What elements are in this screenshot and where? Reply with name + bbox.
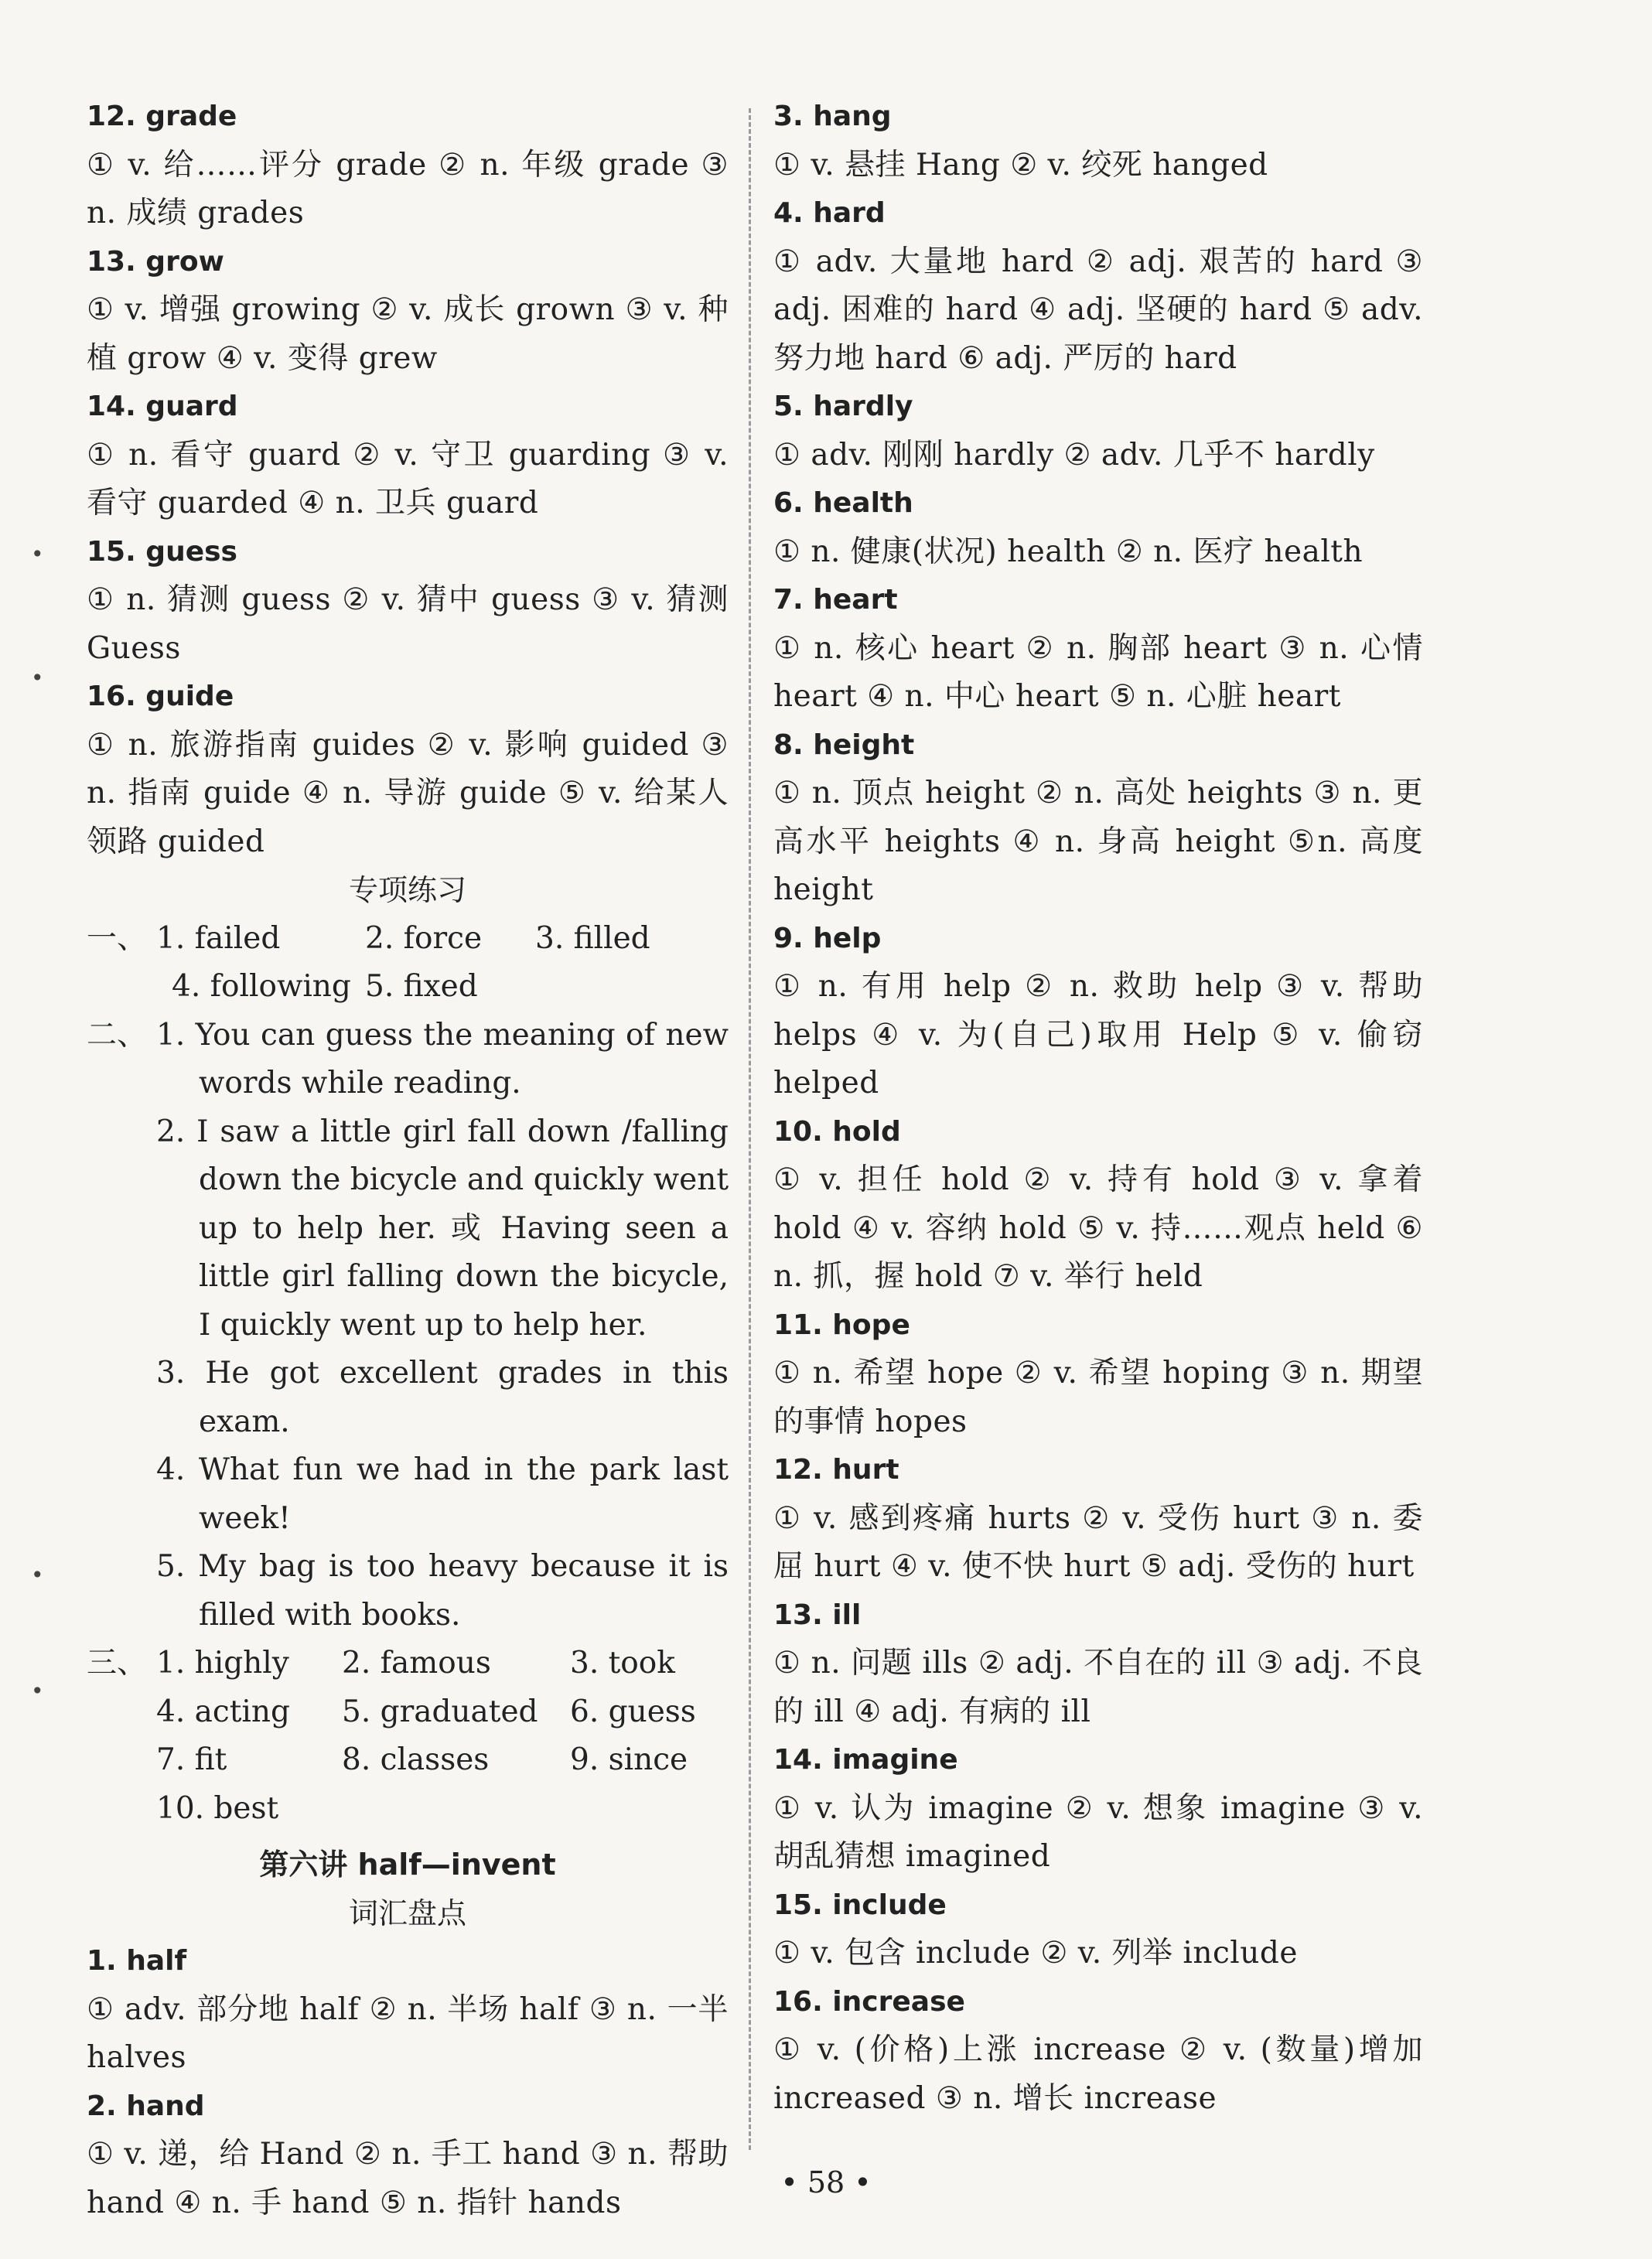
entry-word: 1. half — [87, 1945, 187, 1977]
entry-word: 8. height — [773, 729, 915, 761]
page-number: • 58 • — [780, 2165, 872, 2199]
vocab-entry — [773, 1882, 1423, 1978]
entry-definition: ① n. 核心 heart ② n. 胸部 heart ③ n. 心情 heart ④ n. 中心 heart ⑤ n. 心脏 heart — [773, 630, 1423, 714]
entry-definition: ① v. 担任 hold ② v. 持有 hold ③ v. 拿着 hold ④ v. 容纳 hold ⑤ v. 持……观点 held ⑥ n. 抓，握 hold ⑦ v. 举行 held — [773, 1162, 1423, 1294]
answer-row — [172, 963, 729, 1012]
answer: 4. acting — [156, 1694, 290, 1729]
entry-definition: ① n. 有用 help ② n. 救助 help ③ v. 帮助 helps ④ v. 为(自己)取用 Help ⑤ v. 偷窃 helped — [773, 969, 1423, 1100]
answer: 5. fixed — [365, 969, 478, 1004]
lecture-title: 第六讲 half—invent — [259, 1848, 556, 1882]
vocab-entry — [773, 576, 1423, 722]
practice-section-2 — [87, 1012, 729, 1640]
sentence-answer: 4. What fun we had in the park last week! — [156, 1452, 729, 1536]
margin-dot: • — [31, 541, 44, 567]
entry-definition: ① adv. 大量地 hard ② adj. 艰苦的 hard ③ adj. 困难的 hard ④ adj. 坚硬的 hard ⑤ adv. 努力地 hard ⑥ adj. 严厉的 hard — [773, 244, 1423, 376]
vocab-entry — [773, 189, 1423, 383]
practice-section-1 — [87, 915, 729, 1012]
entry-definition: ① v. 悬挂 Hang ② v. 绞死 hanged — [773, 147, 1268, 183]
answer: 3. took — [570, 1646, 675, 1681]
practice-title: 专项练习 — [348, 873, 466, 907]
entry-definition: ① v. 感到疼痛 hurts ② v. 受伤 hurt ③ n. 委屈 hurt ④ v. 使不快 hurt ⑤ adj. 受伤的 hurt — [773, 1500, 1423, 1584]
vocab-entry — [773, 383, 1423, 479]
answer: 7. fit — [156, 1742, 227, 1777]
entry-word: 5. hardly — [773, 391, 913, 422]
answer: 5. graduated — [342, 1694, 538, 1729]
entry-word: 6. health — [773, 487, 913, 519]
right-column — [773, 93, 1423, 2123]
entry-definition: ① v. 递，给 Hand ② n. 手工 hand ③ n. 帮助 hand ④ n. 手 hand ⑤ n. 指针 hands — [87, 2137, 729, 2220]
entry-word: 11. hope — [773, 1309, 910, 1341]
entry-definition: ① n. 顶点 height ② n. 高处 heights ③ n. 更高水平 heights ④ n. 身高 height ⑤n. 高度 height — [773, 776, 1423, 907]
answer-row — [87, 915, 729, 964]
sentence-answer: 2. I saw a little girl fall down /falling down the bicycle and quickly went up to help her. 或 Having seen a little girl falling down the bicycle, I quickly went up to help her. — [156, 1114, 729, 1343]
entry-word: 10. hold — [773, 1115, 901, 1148]
answer-row — [87, 1640, 729, 1688]
vocab-entry — [87, 1937, 729, 2083]
vocab-entry — [773, 722, 1423, 915]
answer: 1. highly — [156, 1646, 289, 1681]
entry-definition: ① n. 健康(状况) health ② n. 医疗 health — [773, 534, 1364, 569]
practice-section-3 — [87, 1640, 729, 1833]
vocab-entry — [87, 93, 729, 238]
section-prefix: 一、 — [87, 920, 148, 956]
vocab-entry — [773, 915, 1423, 1108]
vocab-entry — [773, 1108, 1423, 1302]
vocab-entry — [773, 1592, 1423, 1737]
sentence-answer: 3. He got excellent grades in this exam. — [156, 1356, 729, 1439]
answer: 6. guess — [570, 1694, 696, 1729]
answer-row — [156, 1736, 729, 1785]
sentence-answer: 1. You can guess the meaning of new words while reading. — [156, 1017, 729, 1100]
vocab-entry — [87, 2083, 729, 2228]
vocab-entry — [87, 238, 729, 384]
entry-word: 15. include — [773, 1889, 947, 1921]
entry-definition: ① n. 问题 ills ② adj. 不自在的 ill ③ adj. 不良的 ill ④ adj. 有病的 ill — [773, 1646, 1423, 1729]
vocab-entry — [773, 1302, 1423, 1447]
entry-definition: ① adv. 刚刚 hardly ② adv. 几乎不 hardly — [773, 437, 1375, 473]
vocab-entry — [87, 528, 729, 674]
vocab-entry — [773, 479, 1423, 576]
vocab-entry — [87, 383, 729, 528]
answer: 2. force — [365, 920, 483, 956]
vocab-entry — [773, 1446, 1423, 1592]
vocab-entry — [773, 93, 1423, 189]
entry-word: 9. help — [773, 922, 882, 954]
entry-definition: ① n. 旅游指南 guides ② v. 影响 guided ③ n. 指南 guide ④ n. 导游 guide ⑤ v. 给某人领路 guided — [87, 727, 729, 859]
answer: 3. filled — [535, 920, 650, 956]
entry-word: 14. guard — [87, 391, 238, 422]
vocab-entry — [87, 673, 729, 866]
answer-row — [156, 1785, 729, 1834]
sentence-answer: 5. My bag is too heavy because it is filled with books. — [156, 1549, 729, 1633]
left-column — [87, 93, 729, 2227]
answer-row — [156, 1688, 729, 1737]
answer: 10. best — [156, 1790, 279, 1826]
entry-word: 13. ill — [773, 1599, 862, 1631]
entry-word: 4. hard — [773, 197, 886, 229]
margin-dot: • — [31, 665, 44, 691]
answer: 2. famous — [342, 1646, 491, 1681]
entry-word: 16. guide — [87, 681, 234, 712]
vocab-entry — [773, 1736, 1423, 1882]
entry-word: 16. increase — [773, 1985, 965, 2018]
entry-definition: ① n. 看守 guard ② v. 守卫 guarding ③ v. 看守 guarded ④ n. 卫兵 guard — [87, 437, 729, 520]
entry-word: 12. hurt — [773, 1454, 899, 1486]
entry-word: 7. heart — [773, 584, 898, 616]
answer: 1. failed — [156, 920, 281, 956]
vocab-entry — [773, 1978, 1423, 2124]
answer: 4. following — [172, 969, 351, 1004]
answer: 8. classes — [342, 1742, 490, 1777]
entry-definition: ① v. 包含 include ② v. 列举 include — [773, 1936, 1298, 1971]
entry-definition: ① v. 增强 growing ② v. 成长 grown ③ v. 种植 grow ④ v. 变得 grew — [87, 292, 729, 376]
entry-word: 12. grade — [87, 101, 237, 132]
entry-word: 15. guess — [87, 535, 237, 568]
entry-definition: ① n. 希望 hope ② v. 希望 hoping ③ n. 期望的事情 hopes — [773, 1356, 1423, 1439]
margin-dot: • — [31, 1562, 44, 1588]
section-prefix: 三、 — [87, 1646, 148, 1681]
entry-definition: ① v. (价格)上涨 increase ② v. (数量)增加 increased ③ n. 增长 increase — [773, 2032, 1423, 2116]
column-divider — [749, 108, 751, 2150]
section-prefix: 二、 — [87, 1017, 148, 1053]
entry-word: 14. imagine — [773, 1744, 958, 1776]
entry-definition: ① n. 猜测 guess ② v. 猜中 guess ③ v. 猜测 Guess — [87, 582, 729, 666]
margin-dot: • — [31, 1678, 44, 1704]
entry-definition: ① v. 认为 imagine ② v. 想象 imagine ③ v. 胡乱猜想 imagined — [773, 1790, 1423, 1874]
answer: 9. since — [570, 1742, 688, 1777]
entry-word: 2. hand — [87, 2090, 205, 2122]
entry-definition: ① v. 给……评分 grade ② n. 年级 grade ③ n. 成绩 grades — [87, 147, 729, 230]
entry-word: 3. hang — [773, 101, 892, 132]
lecture-subtitle: 词汇盘点 — [348, 1896, 466, 1930]
entry-definition: ① adv. 部分地 half ② n. 半场 half ③ n. 一半 halves — [87, 1991, 729, 2075]
entry-word: 13. grow — [87, 245, 224, 278]
